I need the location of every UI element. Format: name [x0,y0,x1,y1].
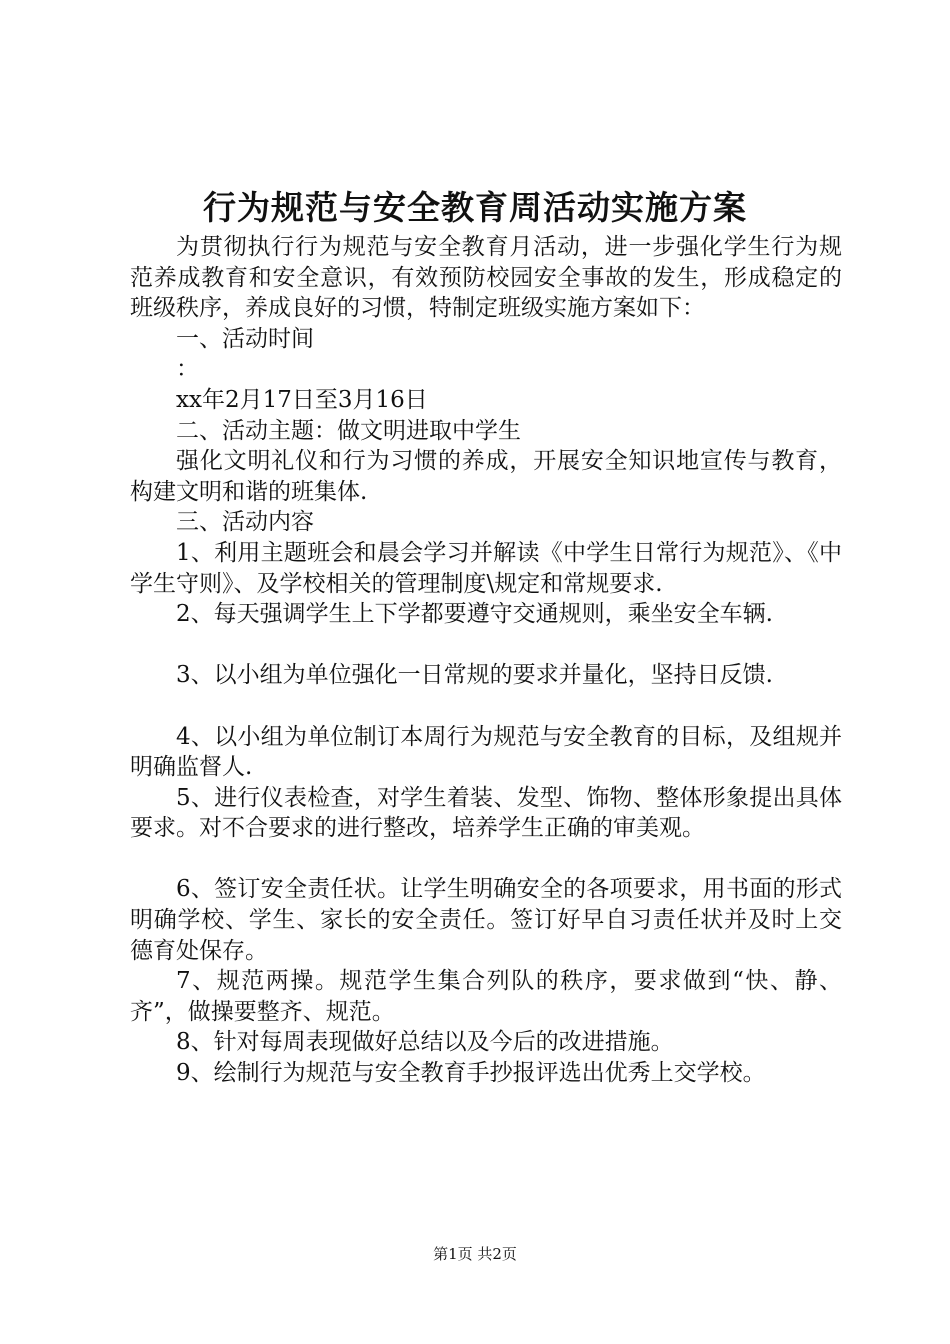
intro-paragraph: 为贯彻执行行为规范与安全教育月活动，进一步强化学生行为规范养成教育和安全意识，有效预防校园安全事故的发生，形成稳定的班级秩序，养成良好的习惯，特制定班级实施方案如下： [130,234,842,322]
content-item-6: 6、签订安全责任状。让学生明确安全的各项要求，用书面的形式明确学校、学生、家长的安全责任。签订好早自习责任状并及时上交德育处保存。 [130,876,842,964]
page-number-total: 共2页 [477,1245,517,1263]
section-heading-time: 一、活动时间 [176,325,314,352]
time-colon: ： [176,356,199,383]
content-item-9: 9、绘制行为规范与安全教育手抄报评选出优秀上交学校。 [176,1060,766,1087]
section-heading-content: 三、活动内容 [176,509,314,536]
content-item-7: 7、规范两操。规范学生集合列队的秩序，要求做到“快、静、齐”，做操要整齐、规范。 [130,968,842,1025]
document-body [130,232,842,1089]
theme-paragraph: 强化文明礼仪和行为习惯的养成，开展安全知识地宣传与教育，构建文明和谐的班集体. [130,448,842,505]
content-item-8: 8、针对每周表现做好总结以及今后的改进措施。 [176,1029,674,1056]
content-item-5: 5、进行仪表检查，对学生着装、发型、饰物、整体形象提出具体要求。对不合要求的进行整改，培养学生正确的审美观。 [130,784,842,842]
page-footer [0,1242,950,1266]
content-item-4: 4、以小组为单位制订本周行为规范与安全教育的目标，及组规并明确监督人. [130,723,842,781]
section-heading-theme: 二、活动主题：做文明进取中学生 [176,417,521,444]
page-number-current: 第1页 [433,1245,473,1263]
document-title: 行为规范与安全教育周活动实施方案 [203,188,747,227]
content-item-2: 2、每天强调学生上下学都要遵守交通规则，乘坐安全车辆. [176,601,773,628]
content-item-3: 3、以小组为单位强化一日常规的要求并量化，坚持日反馈. [176,662,773,689]
time-range: xx年2月17日至3月16日 [176,386,428,413]
content-item-1: 1、利用主题班会和晨会学习并解读《中学生日常行为规范》、《中学生守则》、及学校相关的管理制度\规定和常规要求. [130,539,842,597]
